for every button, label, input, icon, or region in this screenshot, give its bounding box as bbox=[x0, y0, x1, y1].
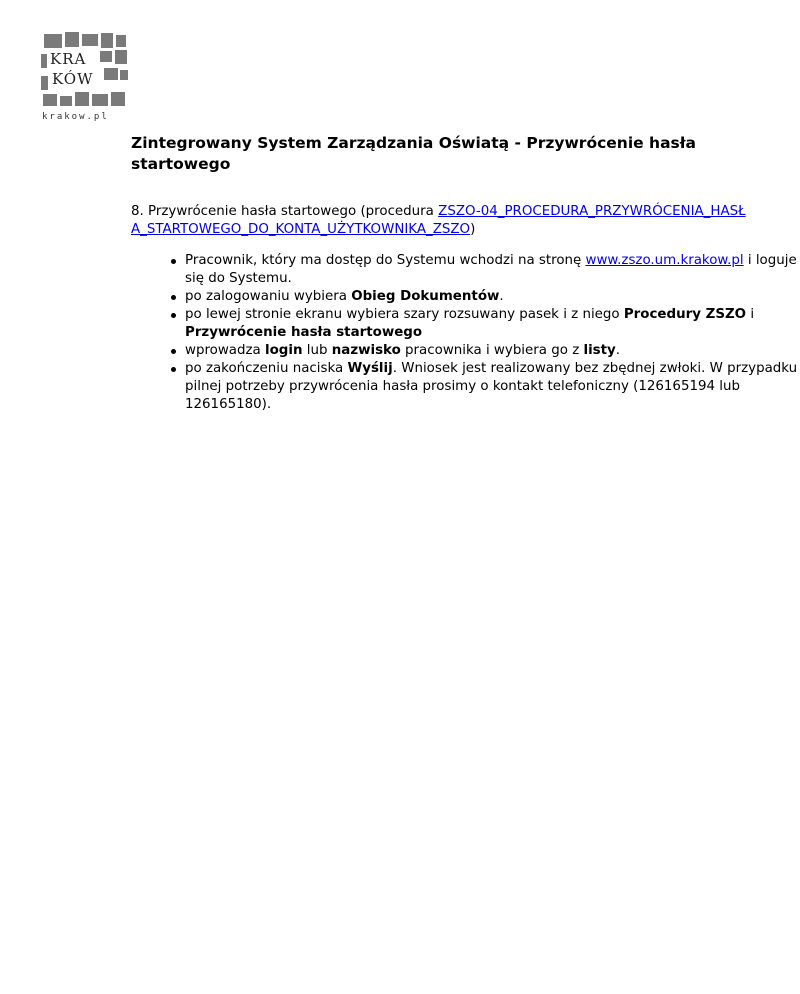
krakow-logo[interactable] bbox=[38, 30, 130, 122]
intro-suffix: ) bbox=[470, 222, 476, 237]
step-text: . bbox=[499, 289, 504, 304]
steps-list bbox=[131, 252, 800, 414]
step-text: lub bbox=[302, 343, 332, 358]
step-bold-text: Przywrócenie hasła startowego bbox=[185, 325, 423, 340]
logo-text-line2: KÓW bbox=[52, 70, 94, 88]
step-text: wprowadza bbox=[185, 343, 266, 358]
krakow-logo-graphic bbox=[38, 30, 130, 122]
step-text: po lewej stronie ekranu wybiera szary rozsuwany pasek i z niego bbox=[185, 307, 624, 322]
list-item bbox=[185, 360, 800, 414]
step-bold-text: listy bbox=[583, 343, 616, 358]
step-text: po zakończeniu naciska bbox=[185, 361, 348, 376]
step-text: i loguje się do Systemu. bbox=[185, 253, 797, 286]
step-bold-text: Obieg Dokumentów bbox=[351, 289, 500, 304]
step-bold-text: login bbox=[265, 343, 303, 358]
step-bold-text: nazwisko bbox=[331, 343, 401, 358]
step-text: Pracownik, który ma dostęp do Systemu wchodzi na stronę bbox=[185, 253, 586, 268]
logo-caption: krakow.pl bbox=[42, 112, 109, 122]
list-item bbox=[185, 342, 800, 360]
step-text: pracownika i wybiera go z bbox=[400, 343, 584, 358]
list-item bbox=[185, 306, 800, 342]
list-item bbox=[185, 288, 800, 306]
logo-text-line1: KRA bbox=[50, 50, 87, 68]
step-text: i bbox=[746, 307, 755, 322]
step-text: po zalogowaniu wybiera bbox=[185, 289, 352, 304]
intro-prefix: 8. Przywrócenie hasła startowego (procedura bbox=[131, 204, 439, 219]
procedure-link[interactable]: ZSZO-04_PROCEDURA_PRZYWRÓCENIA_HASŁA_STARTOWEGO_DO_KONTA_UŻYTKOWNIKA_ZSZO bbox=[131, 204, 746, 237]
list-item bbox=[185, 252, 800, 288]
zszo-site-link[interactable]: www.zszo.um.krakow.pl bbox=[585, 253, 744, 268]
step-text: . Wniosek jest realizowany bez zbędnej zwłoki. W przypadku pilnej potrzeby przywrócenia hasła prosimy o kontakt telefoniczny (126165194 lub 126165180). bbox=[185, 361, 798, 412]
step-bold-text: Wyślij bbox=[347, 361, 393, 376]
page-title: Zintegrowany System Zarządzania Oświatą - Przywrócenie hasła startowego bbox=[131, 134, 696, 173]
step-bold-text: Procedury ZSZO bbox=[623, 307, 747, 322]
step-text: . bbox=[615, 343, 621, 358]
intro-paragraph bbox=[131, 203, 746, 239]
